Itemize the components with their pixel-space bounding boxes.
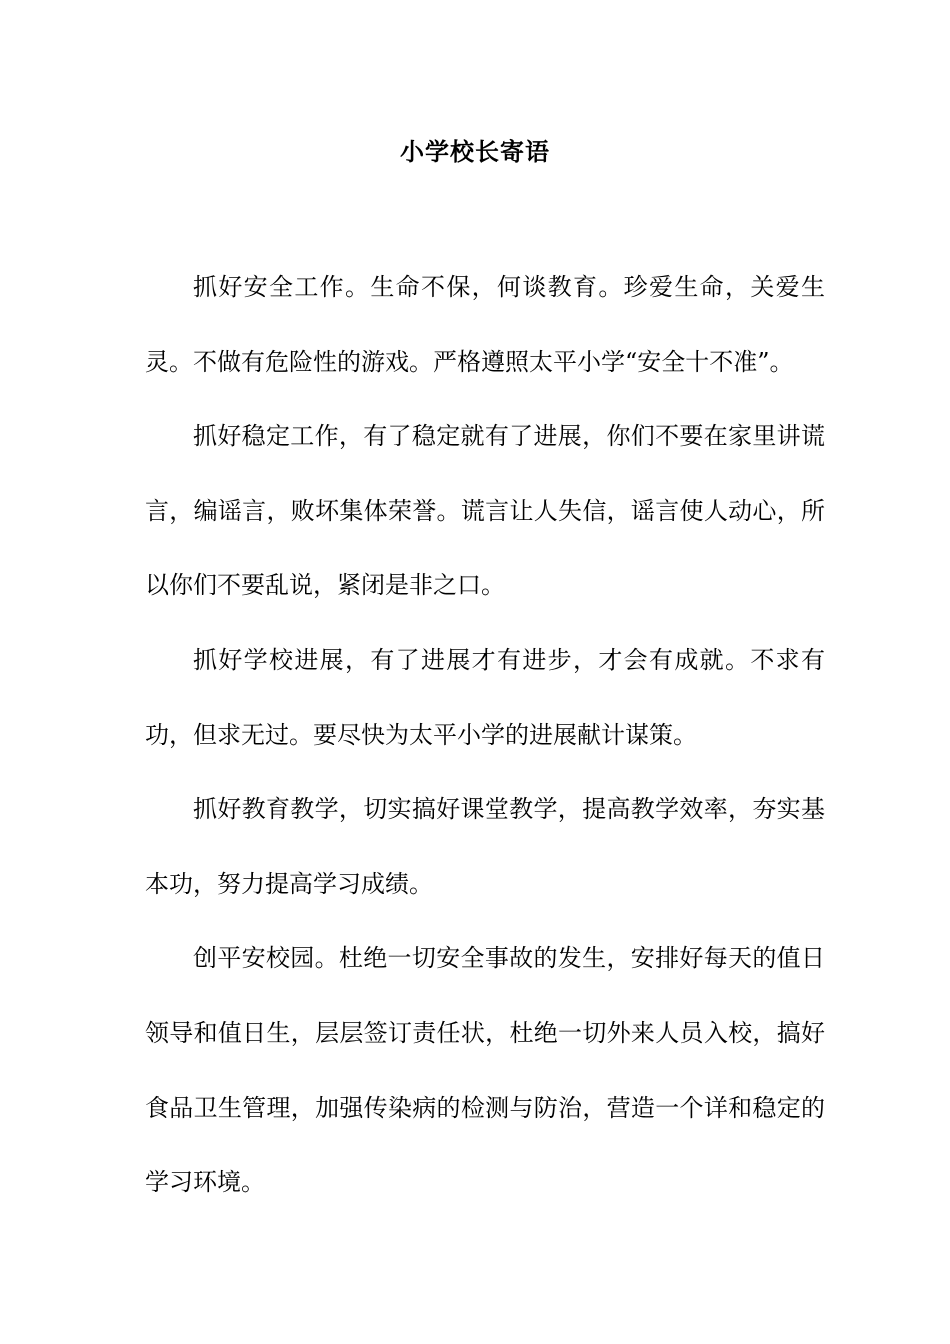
document-title: 小学校长寄语 (400, 137, 550, 166)
paragraph-school-development: 抓好学校进展，有了进展才有进步，才会有成就。不求有功，但求无过。要尽快为太平小学的进展献计谋策。 (145, 645, 825, 749)
paragraph-safety: 抓好安全工作。生命不保，何谈教育。珍爱生命，关爱生灵。不做有危险性的游戏。严格遵照太平小学“安全十不准”。 (145, 273, 825, 376)
paragraph-stability: 抓好稳定工作，有了稳定就有了进展，你们不要在家里讲谎言，编谣言，败坏集体荣誉。谎言让人失信，谣言使人动心，所以你们不要乱说，紧闭是非之口。 (145, 422, 825, 600)
paragraph-safe-campus: 创平安校园。杜绝一切安全事故的发生，安排好每天的值日领导和值日生，层层签订责任状，杜绝一切外来人员入校，搞好食品卫生管理，加强传染病的检测与防治，营造一个详和稳定的学习环境。 (145, 944, 825, 1197)
paragraph-teaching: 抓好教育教学，切实搞好课堂教学，提高教学效率，夯实基本功，努力提高学习成绩。 (145, 795, 825, 898)
document-body (145, 250, 825, 1220)
